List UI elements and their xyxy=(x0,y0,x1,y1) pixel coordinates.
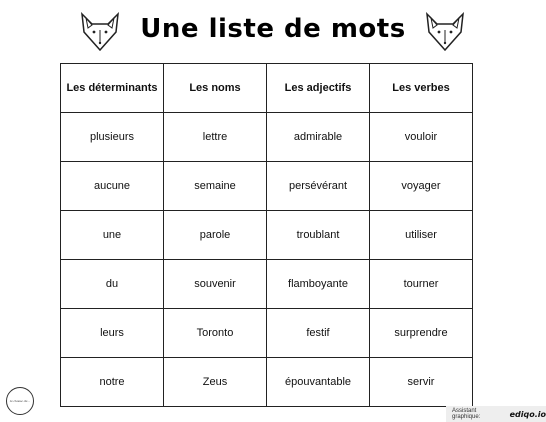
table-cell: souvenir xyxy=(164,260,267,309)
credit-footer xyxy=(446,406,546,422)
header-adjectives: Les adjectifs xyxy=(267,64,370,113)
table-cell: vouloir xyxy=(370,113,473,162)
table-cell: voyager xyxy=(370,162,473,211)
table-cell: festif xyxy=(267,309,370,358)
header-nouns: Les noms xyxy=(164,64,267,113)
table-row xyxy=(61,260,473,309)
table-cell: utiliser xyxy=(370,211,473,260)
table-cell: notre xyxy=(61,358,164,407)
table-cell: persévérant xyxy=(267,162,370,211)
table-row xyxy=(61,113,473,162)
table-row xyxy=(61,309,473,358)
table-cell: semaine xyxy=(164,162,267,211)
table-cell: leurs xyxy=(61,309,164,358)
table-cell: plusieurs xyxy=(61,113,164,162)
table-cell: Toronto xyxy=(164,309,267,358)
table-cell: servir xyxy=(370,358,473,407)
seal-text: la classe de... xyxy=(9,399,31,403)
table-cell: une xyxy=(61,211,164,260)
table-row xyxy=(61,358,473,407)
table-cell: admirable xyxy=(267,113,370,162)
header-determinants: Les déterminants xyxy=(61,64,164,113)
word-table xyxy=(60,63,473,407)
table-header-row xyxy=(61,64,473,113)
header-verbs: Les verbes xyxy=(370,64,473,113)
table-cell: troublant xyxy=(267,211,370,260)
table-cell: lettre xyxy=(164,113,267,162)
credit-brand: ediqo.io xyxy=(509,409,546,419)
table-row xyxy=(61,211,473,260)
table-cell: parole xyxy=(164,211,267,260)
table-cell: surprendre xyxy=(370,309,473,358)
table-cell: Zeus xyxy=(164,358,267,407)
table-cell: tourner xyxy=(370,260,473,309)
fox-head-icon xyxy=(423,12,467,52)
table-row xyxy=(61,162,473,211)
table-cell: épouvantable xyxy=(267,358,370,407)
table-cell: aucune xyxy=(61,162,164,211)
table-cell: flamboyante xyxy=(267,260,370,309)
credit-label: Assistant graphique: xyxy=(452,408,481,420)
table-cell: du xyxy=(61,260,164,309)
logo-seal-icon xyxy=(6,387,34,415)
page-title: Une liste de mots xyxy=(140,14,406,44)
